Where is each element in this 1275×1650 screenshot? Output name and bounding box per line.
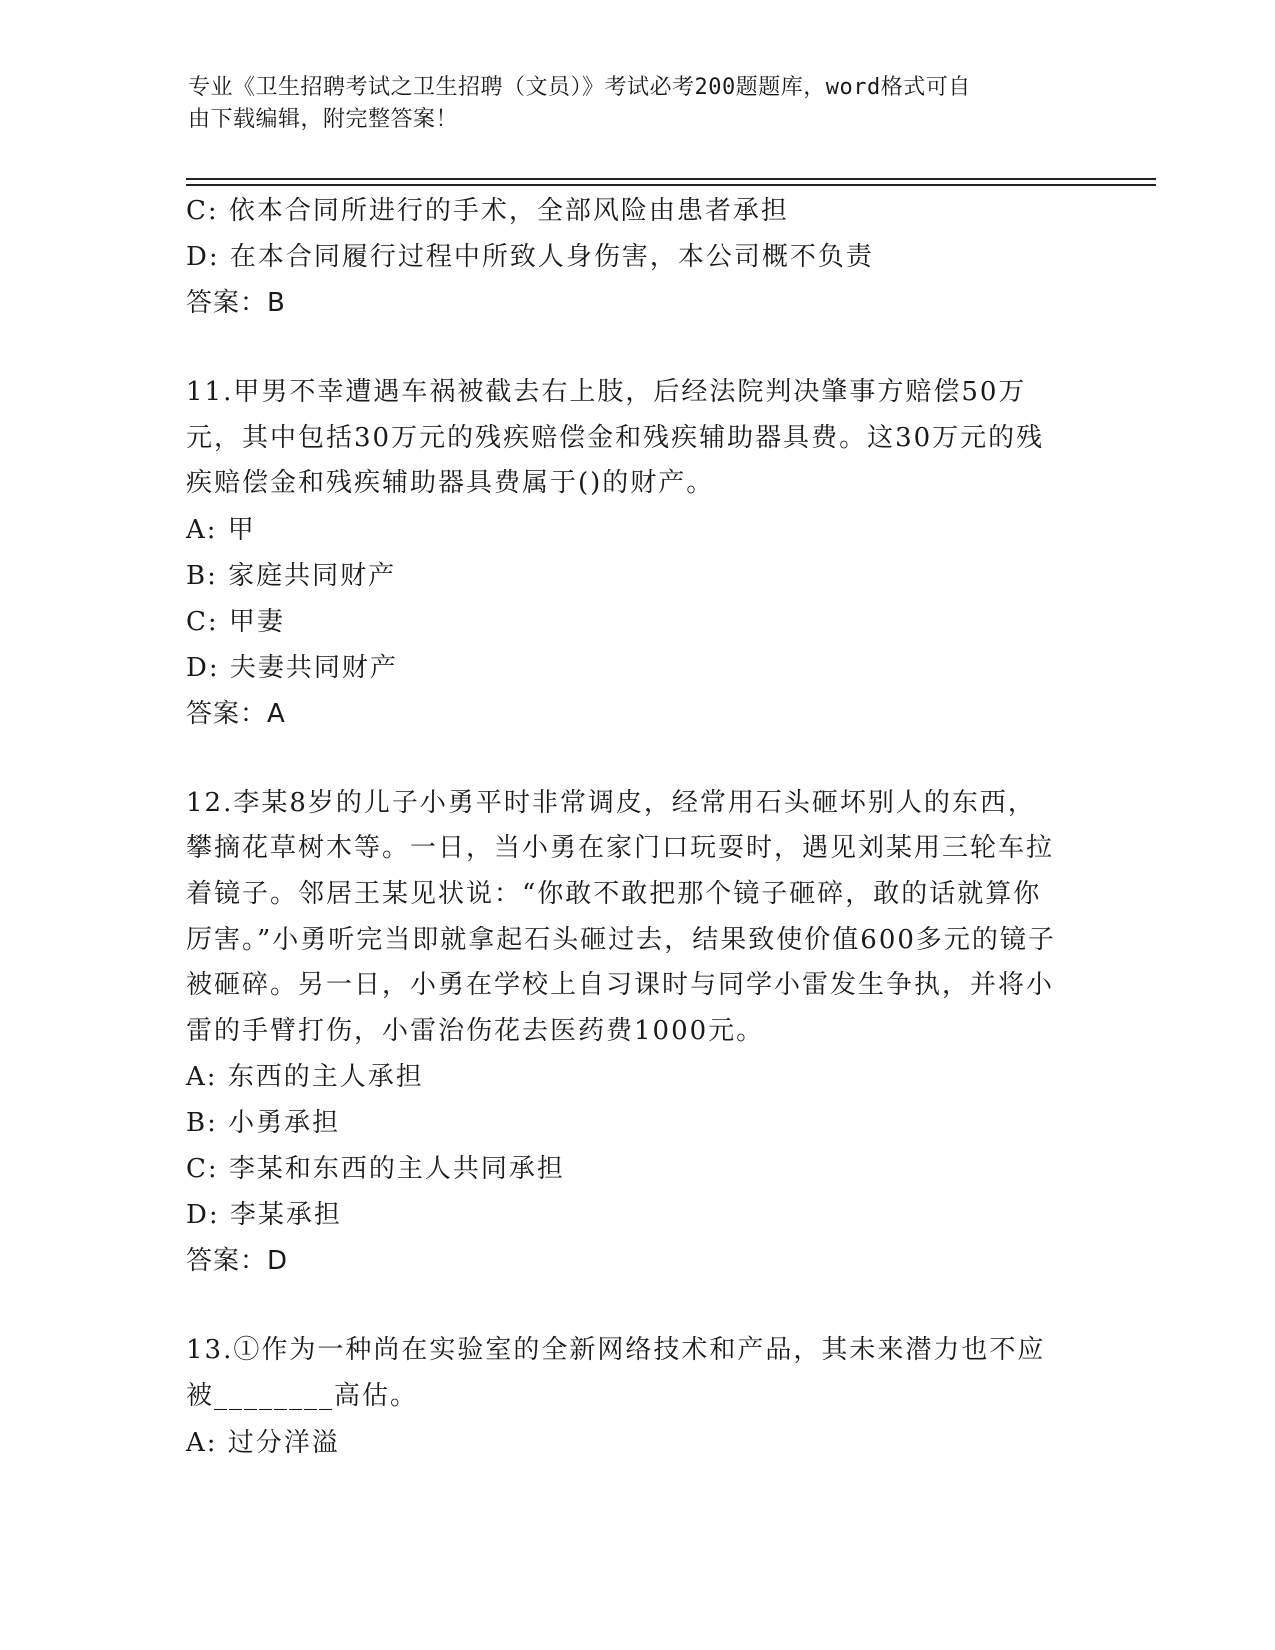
spacer [186, 326, 1086, 370]
question-text: 13.①作为一种尚在实验室的全新网络技术和产品，其未来潜力也不应被________高估。 [186, 1335, 1046, 1411]
option-d: D: 李某承担 [186, 1200, 342, 1231]
option-c: C: 甲妻 [186, 606, 285, 637]
option-d: D: 在本合同履行过程中所致人身伤害，本公司概不负责 [186, 242, 874, 272]
option-a: A: 甲 [186, 514, 256, 545]
question-text: 11.甲男不幸遭遇车祸被截去右上肢，后经法院判决肇事方赔偿50万元，其中包括30万元的残疾赔偿金和残疾辅助器具费。这30万元的残疾赔偿金和残疾辅助器具费属于()的财产。 [186, 377, 1045, 499]
option-b: B: 小勇承担 [186, 1108, 341, 1139]
question-13 [186, 1328, 1086, 1465]
answer-line: 答案：D [186, 1246, 289, 1277]
option-a: A: 东西的主人承担 [186, 1062, 424, 1093]
answer-line: 答案：B [186, 288, 286, 318]
spacer [186, 1284, 1086, 1328]
question-12 [186, 781, 1086, 1285]
question-11 [186, 370, 1086, 737]
header-divider-bottom [186, 184, 1156, 186]
spacer [186, 737, 1086, 781]
option-a: A: 过分洋溢 [186, 1427, 340, 1458]
document-header [188, 72, 1088, 136]
option-c: C: 李某和东西的主人共同承担 [186, 1154, 565, 1185]
previous-question [186, 188, 1086, 326]
question-text: 12.李某8岁的儿子小勇平时非常调皮，经常用石头砸坏别人的东西，攀摘花草树木等。一日，当小勇在家门口玩耍时，遇见刘某用三轮车拉着镜子。邻居王某见状说：“你敢不敢把那个镜子砸碎，敢的话就算你厉害。”小勇听完当即就拿起石头砸过去，结果致使价值600多元的镜子被砸碎。另一日，小勇在学校上自习课时与同学小雷发生争执，并将小雷的手臂打伤，小雷治伤花去医药费1000元。 [186, 787, 1056, 1046]
answer-line: 答案：A [186, 698, 286, 729]
document-body [186, 188, 1086, 1466]
header-divider-top [186, 178, 1156, 180]
header-title-line-1: 专业《卫生招聘考试之卫生招聘（文员）》考试必考200题题库，word格式可自 [188, 75, 971, 100]
option-b: B: 家庭共同财产 [186, 560, 397, 591]
option-c: C: 依本合同所进行的手术，全部风险由患者承担 [186, 196, 789, 226]
option-d: D: 夫妻共同财产 [186, 652, 398, 683]
header-title-line-2: 由下载编辑，附完整答案！ [188, 107, 459, 132]
